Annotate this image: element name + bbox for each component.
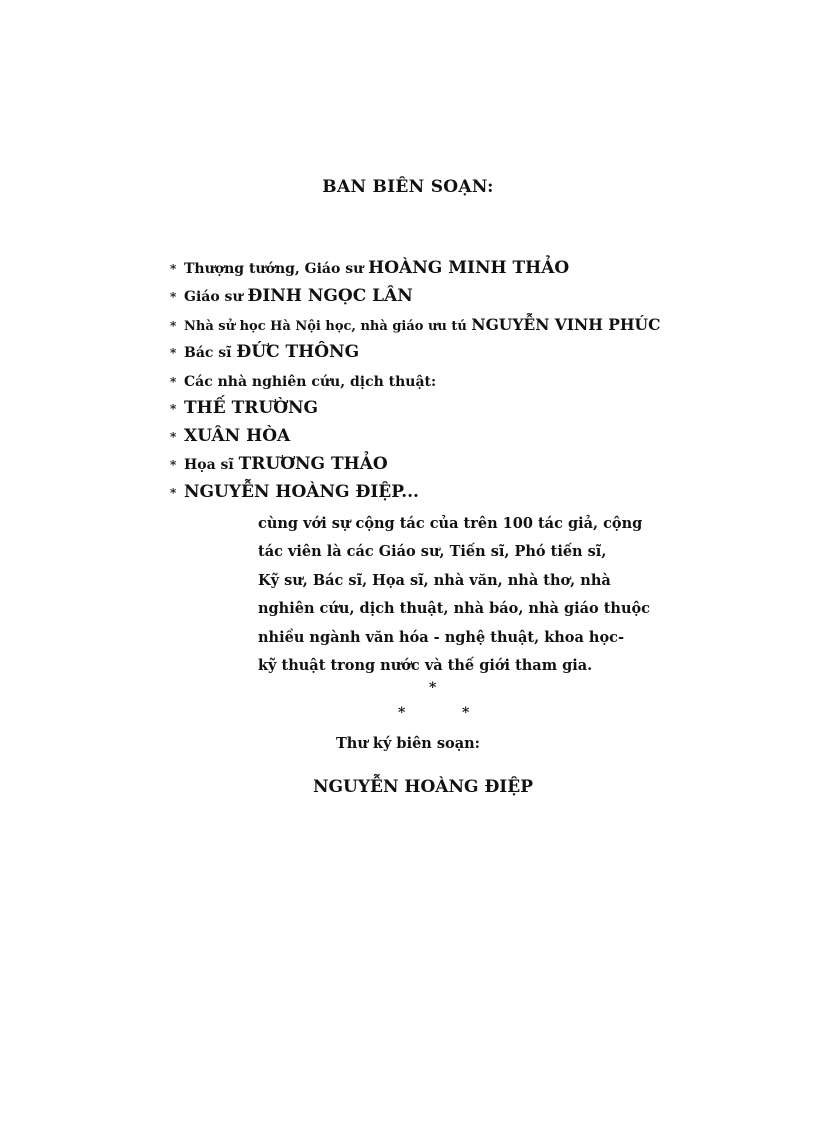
bullet-star: * [170,319,177,333]
bullet-star: * [170,486,177,500]
member-name: TRƯƠNG THẢO [238,454,388,474]
member-name: HOÀNG MINH THẢO [368,258,570,278]
bullet-star: * [170,402,177,416]
member-item [170,371,436,391]
paragraph-line: nhiều ngành văn hóa - nghệ thuật, khoa học- [258,628,624,646]
member-item [170,286,413,306]
member-role: Bác sĩ [184,345,237,361]
page-heading: BAN BIÊN SOẠN: [322,177,494,197]
member-item [170,315,660,334]
member-role: Giáo sư [184,289,248,305]
member-role: Các nhà nghiên cứu, dịch thuật: [184,374,437,390]
bullet-star: * [170,430,177,444]
member-role: Thượng tướng, Giáo sư [184,261,369,277]
bullet-star: * [170,262,177,276]
separator-star: * [462,705,470,721]
bullet-star: * [170,458,177,472]
member-name: XUÂN HÒA [184,426,291,446]
member-name: ĐINH NGỌC LÂN [247,286,413,306]
member-item [170,426,290,446]
member-item [170,258,569,278]
paragraph-line: Kỹ sư, Bác sĩ, Họa sĩ, nhà văn, nhà thơ, nhà [258,571,611,589]
member-name: NGUYỄN VINH PHÚC [471,315,661,334]
paragraph-line: kỹ thuật trong nước và thế giới tham gia. [258,656,593,674]
paragraph-line: nghiên cứu, dịch thuật, nhà báo, nhà giáo thuộc [258,600,650,618]
member-item [170,454,388,474]
separator-star: * [398,705,406,721]
separator-star: * [429,680,437,696]
paragraph-line: cùng với sự cộng tác của trên 100 tác giả, cộng [258,515,643,532]
member-item [170,398,318,418]
paragraph-line: tác viên là các Giáo sư, Tiến sĩ, Phó tiến sĩ, [258,543,607,561]
secretary-name: NGUYỄN HOÀNG ĐIỆP [312,777,534,797]
member-name: NGUYỄN HOÀNG ĐIỆP... [184,482,419,502]
member-role: Họa sĩ [184,457,239,473]
secretary-label: Thư ký biên soạn: [335,735,481,752]
bullet-star: * [170,290,177,304]
bullet-star: * [170,375,177,389]
bullet-star: * [170,346,177,360]
collaboration-paragraph [258,510,668,680]
member-item [170,342,359,362]
member-item [170,482,419,502]
member-role: Nhà sử học Hà Nội học, nhà giáo ưu tú [184,319,472,334]
member-name: ĐỨC THÔNG [236,342,360,362]
member-name: THẾ TRƯỜNG [184,398,319,418]
